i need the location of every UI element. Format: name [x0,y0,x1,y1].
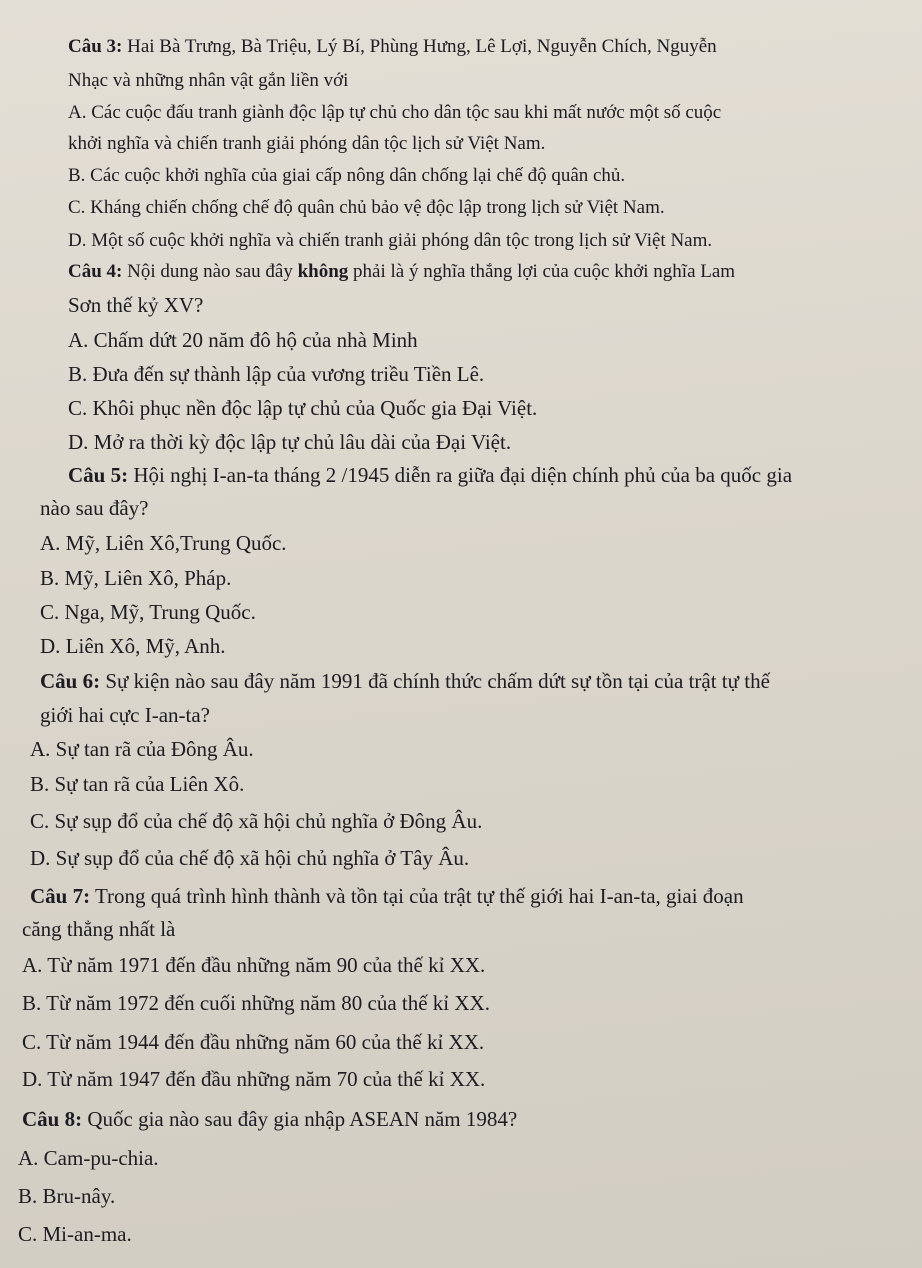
q3-option-b: B. Các cuộc khởi nghĩa của giai cấp nông dân chống lại chế độ quân chủ. [68,165,626,186]
q5-label: Câu 5: [68,463,129,487]
q5-stem-line2: nào sau đây? [40,496,149,520]
q4-stem-bold: không [297,261,349,282]
q5-option-d: D. Liên Xô, Mỹ, Anh. [40,634,226,658]
q6-stem-text: Sự kiện nào sau đây năm 1991 đã chính thức chấm dứt sự tồn tại của trật tự thế [100,669,770,693]
q6-option-c: C. Sự sụp đổ của chế độ xã hội chủ nghĩa ở Đông Âu. [30,809,483,833]
q7-option-a: A. Từ năm 1971 đến đầu những năm 90 của thế kỉ XX. [22,953,486,977]
q7-stem-line1 [30,883,744,909]
q7-stem-text: Trong quá trình hình thành và tồn tại của trật tự thế giới hai I-an-ta, giai đoạn [90,884,744,908]
q8-stem-text: Quốc gia nào sau đây gia nhập ASEAN năm 1984? [82,1107,518,1131]
q4-label: Câu 4: [68,261,123,282]
q8-stem-line1 [22,1106,517,1132]
q7-option-c: C. Từ năm 1944 đến đầu những năm 60 của thế kỉ XX. [22,1030,485,1054]
q4-option-b: B. Đưa đến sự thành lập của vương triều Tiền Lê. [68,362,485,386]
q5-option-b: B. Mỹ, Liên Xô, Pháp. [40,566,232,590]
q6-option-b: B. Sự tan rã của Liên Xô. [30,772,245,796]
q5-stem-line1 [68,462,792,488]
q5-option-a: A. Mỹ, Liên Xô,Trung Quốc. [40,531,287,555]
q3-option-a-line2: khởi nghĩa và chiến tranh giải phóng dân tộc lịch sử Việt Nam. [68,133,546,154]
q5-stem-text: Hội nghị I-an-ta tháng 2 /1945 diễn ra giữa đại diện chính phủ của ba quốc gia [128,463,793,487]
q3-option-a-line1: A. Các cuộc đấu tranh giành độc lập tự chủ cho dân tộc sau khi mất nước một số cuộc [68,102,722,123]
q8-option-b: B. Bru-nây. [18,1184,116,1208]
q3-option-d: D. Một số cuộc khởi nghĩa và chiến tranh giải phóng dân tộc trong lịch sử Việt Nam. [68,230,713,251]
q6-option-d: D. Sự sụp đổ của chế độ xã hội chủ nghĩa ở Tây Âu. [30,846,470,870]
q4-option-a: A. Chấm dứt 20 năm đô hộ của nhà Minh [68,328,418,352]
q6-stem-line2: giới hai cực I-an-ta? [40,703,210,727]
q5-option-c: C. Nga, Mỹ, Trung Quốc. [40,600,256,624]
q4-stem-line1 [68,259,735,285]
q6-label: Câu 6: [40,669,101,693]
q4-stem-pre: Nội dung nào sau đây [122,261,298,282]
q4-stem-line2: Sơn thế kỷ XV? [68,293,204,317]
q4-option-c: C. Khôi phục nền độc lập tự chủ của Quốc gia Đại Việt. [68,396,538,420]
q8-option-a: A. Cam-pu-chia. [18,1146,159,1170]
q3-stem-line2: Nhạc và những nhân vật gắn liền với [68,70,349,91]
q7-option-b: B. Từ năm 1972 đến cuối những năm 80 của thế kỉ XX. [22,991,490,1015]
q7-stem-line2: căng thẳng nhất là [22,917,176,941]
q3-label: Câu 3: [68,36,123,57]
q6-option-a: A. Sự tan rã của Đông Âu. [30,737,254,761]
q7-label: Câu 7: [30,884,91,908]
q3-stem-line1 [68,34,717,60]
q7-option-d: D. Từ năm 1947 đến đầu những năm 70 của thế kỉ XX. [22,1067,486,1091]
q8-option-c: C. Mi-an-ma. [18,1222,132,1246]
q3-option-c: C. Kháng chiến chống chế độ quân chủ bảo vệ độc lập trong lịch sử Việt Nam. [68,197,665,218]
q4-option-d: D. Mở ra thời kỳ độc lập tự chủ lâu dài của Đại Việt. [68,430,512,454]
q6-stem-line1 [40,668,770,694]
q3-stem-text: Hai Bà Trưng, Bà Triệu, Lý Bí, Phùng Hưng, Lê Lợi, Nguyễn Chích, Nguyễn [122,36,717,57]
q4-stem-post: phải là ý nghĩa thắng lợi của cuộc khởi nghĩa Lam [348,261,736,282]
q8-label: Câu 8: [22,1107,83,1131]
